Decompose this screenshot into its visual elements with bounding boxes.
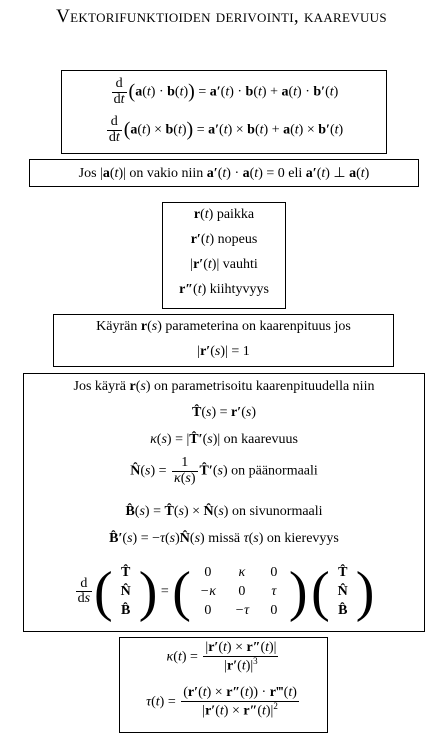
position-row: r(t) paikka	[193, 207, 255, 222]
curvature-torsion-formulas-box	[119, 637, 328, 733]
frenet-frame-box	[23, 373, 425, 632]
kinematics-box	[162, 202, 286, 309]
arc-length-statement: Käyrän r(s) parameterina on kaarenpituus jos	[96, 319, 351, 334]
frame-vector-right: T̂ N̂ B̂	[337, 565, 348, 619]
speed-row: |r′(t)| vauhti	[190, 257, 258, 272]
derivative-rules-box	[61, 70, 387, 154]
arc-length-box	[53, 314, 394, 367]
constant-length-box	[29, 159, 419, 187]
frenet-matrix: 0 κ 0 −κ 0 τ 0 −τ 0	[199, 565, 278, 619]
binormal-definition: B̂(s) = T̂(s) × N̂(s) on sivunormaali	[125, 504, 323, 519]
page-title: Vektorifunktioiden derivointi, kaarevuus	[56, 6, 387, 27]
unit-tangent-equation: T̂(s) = r′(s)	[192, 405, 256, 420]
velocity-row: r′(t) nopeus	[190, 232, 258, 247]
cross-product-rule: $\frac{d}{dt}$ (a(t) × b(t)) = a′(t) × b(t) + a(t) × b′(t)	[108, 114, 344, 145]
curvature-definition: κ(s) = |T̂′(s)| on kaarevuus	[150, 432, 298, 447]
torsion-definition: B̂′(s) = −τ(s)N̂(s) missä τ(s) on kierevyys	[109, 531, 339, 546]
constant-length-statement: Jos |a(t)| on vakio niin a′(t) · a(t) = 0 eli a′(t) ⊥ a(t)	[78, 166, 370, 181]
principal-normal-definition: N̂(s) = $\frac{1}{\kappa(s)}$ T̂′(s) on päänormaali	[130, 455, 318, 486]
dot-product-rule: $\frac{d}{dt}$ (a(t) · b(t)) = a′(t) · b(t) + a(t) · b′(t)	[113, 76, 339, 107]
frenet-serret-equation: $\frac{d}{ds}$ ( T̂ N̂ B̂ ) = ( 0 κ 0 −κ 0 τ 0 −τ 0 ) ( T̂ N̂ B̂ )	[77, 560, 375, 623]
unit-speed-condition: |r′(s)| = 1	[197, 344, 250, 359]
acceleration-row: r″(t) kiihtyvyys	[179, 282, 269, 297]
curvature-formula: κ(t) = $\frac{|r'(t) \times r''(t)|}{|r'(t)|^3}$	[166, 640, 277, 674]
arc-length-parametrization-intro: Jos käyrä r(s) on parametrisoitu kaarenpituudella niin	[73, 379, 375, 394]
frame-vector-left: T̂ N̂ B̂	[120, 565, 131, 619]
torsion-formula: τ(t) = $\frac{(r'(t) \times r''(t)) \cdot r‴(t)}{|r'(t) \times r''(t)|^2}$	[146, 685, 297, 719]
